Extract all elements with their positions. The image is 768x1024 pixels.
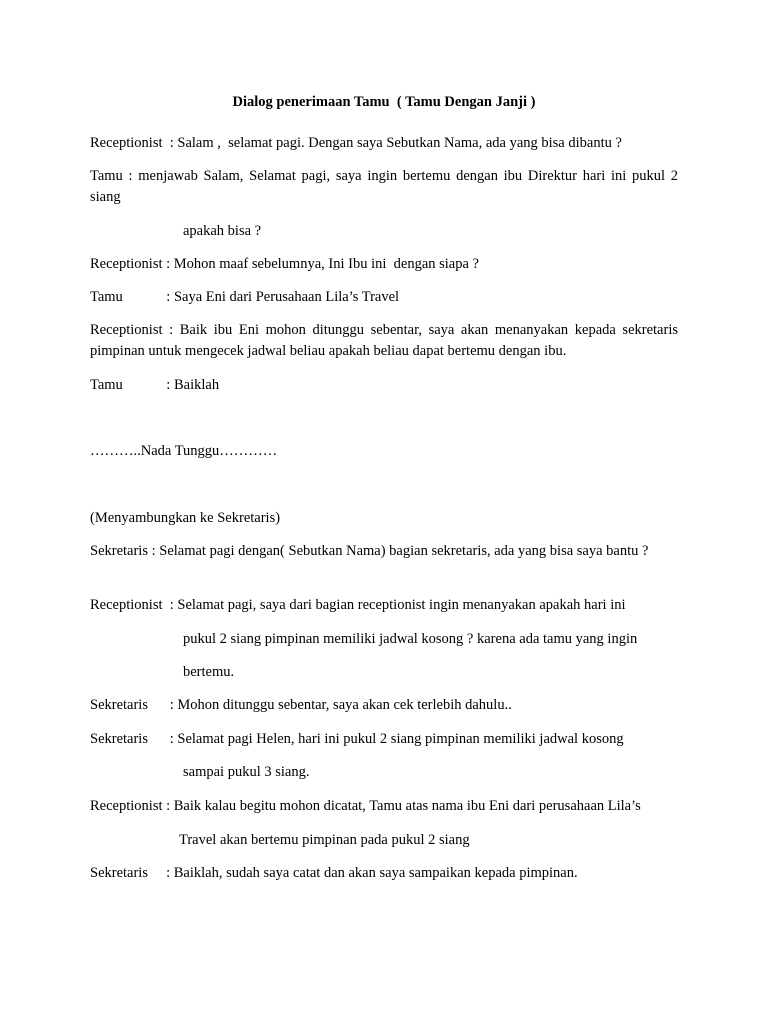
dialog-line-receptionist-4-cont-2: bertemu. [183, 664, 235, 680]
waiting-tone-line: ………..Nada Tunggu………… [90, 443, 278, 459]
dialog-line-sekretaris-2: Sekretaris : Mohon ditunggu sebentar, saya akan cek terlebih dahulu.. [90, 697, 512, 713]
dialog-line-tamu-1: Tamu : menjawab Salam, Selamat pagi, saya ingin bertemu dengan ibu Direktur hari ini pukul 2 siang [90, 168, 678, 205]
dialog-line-sekretaris-3: Sekretaris : Selamat pagi Helen, hari ini pukul 2 siang pimpinan memiliki jadwal kosong [90, 731, 624, 747]
dialog-line-tamu-3: Tamu : Baiklah [90, 377, 220, 393]
dialog-line-receptionist-2: Receptionist : Mohon maaf sebelumnya, Ini Ibu ini dengan siapa ? [90, 256, 479, 272]
dialog-line-receptionist-1: Receptionist : Salam , selamat pagi. Dengan saya Sebutkan Nama, ada yang bisa dibantu ? [90, 135, 622, 151]
dialog-line-receptionist-3: Receptionist : Baik ibu Eni mohon ditunggu sebentar, saya akan menanyakan kepada sekretaris pimpinan untuk mengecek jadwal beliau apakah beliau dapat bertemu dengan ibu. [90, 322, 678, 359]
dialog-line-receptionist-5-cont: Travel akan bertemu pimpinan pada pukul 2 siang [179, 832, 470, 848]
dialog-line-receptionist-4-cont-1: pukul 2 siang pimpinan memiliki jadwal kosong ? karena ada tamu yang ingin [183, 631, 638, 647]
dialog-line-sekretaris-4: Sekretaris : Baiklah, sudah saya catat dan akan saya sampaikan kepada pimpinan. [90, 865, 578, 881]
dialog-line-sekretaris-1: Sekretaris : Selamat pagi dengan( Sebutkan Nama) bagian sekretaris, ada yang bisa saya bantu ? [90, 543, 649, 559]
dialog-line-receptionist-4: Receptionist : Selamat pagi, saya dari bagian receptionist ingin menanyakan apakah hari ini [90, 597, 626, 613]
dialog-line-tamu-2: Tamu : Saya Eni dari Perusahaan Lila’s Travel [90, 289, 400, 305]
dialog-line-tamu-1-cont: apakah bisa ? [183, 223, 262, 239]
dialog-line-sekretaris-3-cont: sampai pukul 3 siang. [183, 764, 310, 780]
connecting-line: (Menyambungkan ke Sekretaris) [90, 510, 281, 526]
document-title: Dialog penerimaan Tamu ( Tamu Dengan Janji ) [232, 94, 536, 110]
dialog-line-receptionist-5: Receptionist : Baik kalau begitu mohon dicatat, Tamu atas nama ibu Eni dari perusahaan Lila’s [90, 798, 641, 814]
